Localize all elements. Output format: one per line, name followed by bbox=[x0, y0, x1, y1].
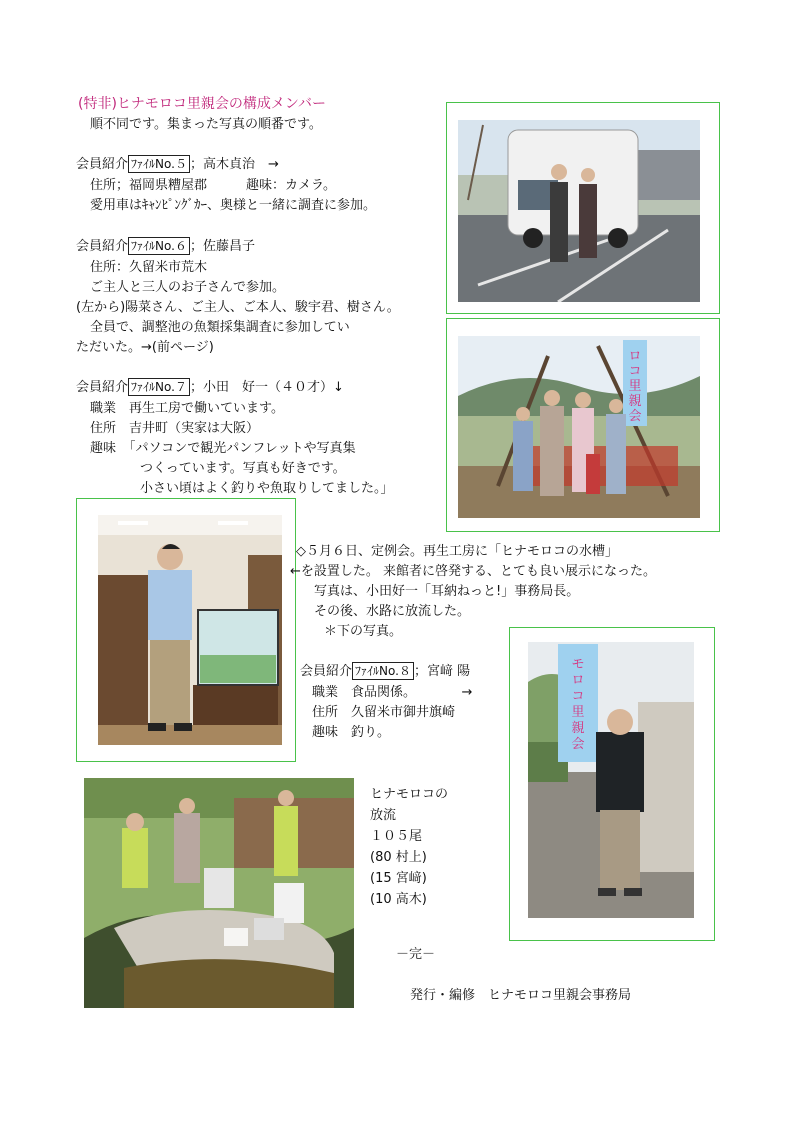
end-mark: －完－ bbox=[396, 947, 436, 962]
publisher: 発行・編修 ヒナモロコ里親会事務局 bbox=[410, 988, 632, 1003]
photo-frame-takagi bbox=[446, 102, 720, 314]
photo-fish-release bbox=[84, 778, 354, 1008]
member5-name: ；高木貞治 → bbox=[189, 157, 279, 172]
member7-hobby-cont2: 小さい頃はよく釣りや魚取りしてました。」 bbox=[140, 481, 394, 496]
release-line-1: ヒナモロコの bbox=[370, 787, 449, 802]
member8-prefix: 会員紹介 bbox=[300, 664, 353, 679]
release-murakami: (80 村上) bbox=[370, 850, 427, 865]
event-line-4: その後、水路に放流した。 bbox=[314, 604, 471, 619]
member7-name: ；小田 好一（４０才）↓ bbox=[189, 380, 344, 395]
release-miyazaki: (15 宮﨑) bbox=[370, 871, 427, 886]
member8-file-number: ﾌｧｲﾙNo.８ bbox=[352, 662, 414, 680]
event-line-1: ◇５月６日、定例会。再生工房に「ヒナモロコの水槽」 bbox=[296, 544, 618, 559]
man-banner-text: モロコ里親会 bbox=[571, 657, 585, 752]
event-line-2: ←を設置した。 来館者に啓発する、とても良い展示になった。 bbox=[290, 564, 657, 579]
member7-heading bbox=[76, 378, 344, 398]
family-banner-text: ロコ里親会 bbox=[628, 349, 642, 424]
member8-name: ；宮﨑 陽 bbox=[413, 664, 471, 679]
member6-heading bbox=[76, 237, 255, 257]
member7-file-number: ﾌｧｲﾙNo.７ bbox=[128, 378, 190, 396]
member5-heading bbox=[76, 155, 279, 175]
member6-note: ご主人と三人のお子さんで参加。 bbox=[90, 280, 286, 295]
member8-address: 住所 久留米市御井旗崎 bbox=[312, 705, 456, 720]
page-title: (特非)ヒナモロコ里親会の構成メンバー bbox=[78, 96, 326, 112]
member5-prefix: 会員紹介 bbox=[76, 157, 129, 172]
member6-file-number: ﾌｧｲﾙNo.６ bbox=[128, 237, 190, 255]
photo-frame-miyazaki bbox=[509, 627, 715, 941]
photo-oda-aquarium bbox=[98, 515, 282, 745]
member6-activity-cont: ただいた。→(前ページ) bbox=[76, 340, 214, 355]
event-line-5: ＊下の写真。 bbox=[324, 624, 403, 639]
release-takagi: (10 高木) bbox=[370, 892, 427, 907]
member5-note: 愛用車はｷｬﾝﾋﾟﾝｸﾞｶｰ、奥様と一緒に調査に参加。 bbox=[90, 198, 377, 213]
release-line-2: 放流 bbox=[370, 808, 397, 823]
member7-hobby-cont: つくっています。写真も好きです。 bbox=[140, 461, 346, 476]
member8-hobby: 趣味 釣り。 bbox=[312, 725, 391, 740]
photo-miyazaki bbox=[528, 642, 694, 918]
member5-address: 住所；福岡県糟屋郡 趣味：カメラ。 bbox=[90, 178, 336, 193]
member7-prefix: 会員紹介 bbox=[76, 380, 129, 395]
member6-prefix: 会員紹介 bbox=[76, 239, 129, 254]
release-count: １０５尾 bbox=[370, 829, 423, 844]
photo-sato-family bbox=[458, 336, 700, 518]
member6-address: 住所：久留米市荒木 bbox=[90, 260, 208, 275]
member8-heading bbox=[300, 662, 470, 682]
member7-job: 職業 再生工房で働いています。 bbox=[90, 401, 284, 416]
event-line-3: 写真は、小田好一「耳納ねっと!」事務局長。 bbox=[314, 584, 580, 599]
photo-takagi-camper bbox=[458, 120, 700, 302]
member6-activity: 全員で、調整池の魚類採集調査に参加してい bbox=[90, 320, 350, 335]
member7-address: 住所 吉井町（実家は大阪） bbox=[90, 421, 260, 436]
member5-file-number: ﾌｧｲﾙNo.５ bbox=[128, 155, 190, 173]
photo-frame-oda bbox=[76, 498, 296, 762]
member8-job: 職業 食品関係。 → bbox=[312, 685, 473, 700]
member6-name: ；佐藤昌子 bbox=[189, 239, 255, 254]
member7-hobby: 趣味 「パソコンで観光パンフレットや写真集 bbox=[90, 441, 356, 456]
member6-family: (左から)陽菜さん、ご主人、ご本人、駿宇君、樹さん。 bbox=[76, 300, 400, 315]
page-subtitle: 順不同です。集まった写真の順番です。 bbox=[90, 117, 322, 132]
photo-frame-sato-family bbox=[446, 318, 720, 532]
